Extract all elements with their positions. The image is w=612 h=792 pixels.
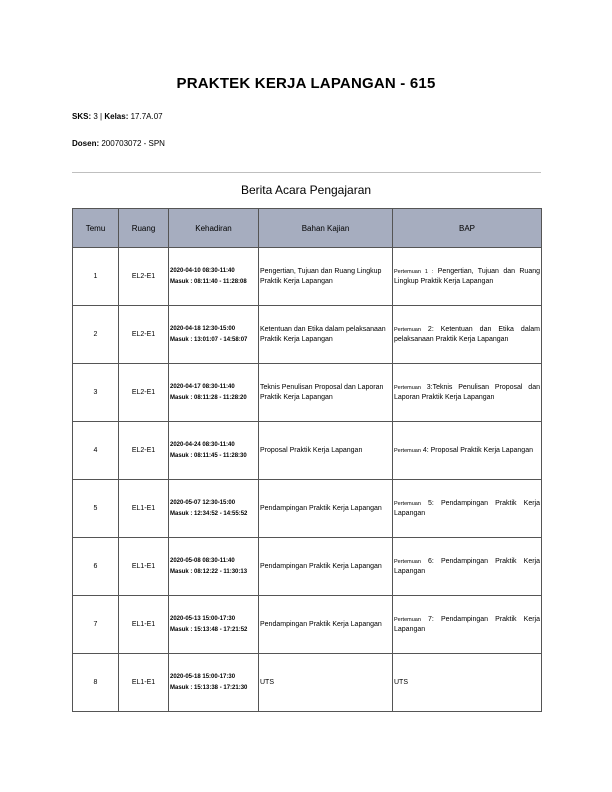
cell-ruang: EL2-E1 xyxy=(119,306,169,364)
cell-bahan-kajian: UTS xyxy=(259,654,393,712)
cell-temu: 5 xyxy=(73,480,119,538)
kehadiran-masuk: Masuk : 08:11:45 - 11:28:30 xyxy=(170,452,247,459)
cell-temu: 3 xyxy=(73,364,119,422)
kehadiran-jadwal: 2020-05-07 12:30-15:00 xyxy=(170,500,236,507)
page-title: PRAKTEK KERJA LAPANGAN - 615 xyxy=(176,75,436,92)
header-bahan-kajian: Bahan Kajian xyxy=(259,209,393,248)
cell-ruang: EL2-E1 xyxy=(119,422,169,480)
cell-temu: 1 xyxy=(73,248,119,306)
header-temu: Temu xyxy=(73,209,119,248)
sks-label: SKS: xyxy=(72,112,92,121)
table-row xyxy=(73,422,542,480)
cell-bahan-kajian: Pendampingan Praktik Kerja Lapangan xyxy=(259,596,393,654)
cell-kehadiran xyxy=(169,654,259,712)
bap-text: 6: Pendampingan Praktik Kerja Lapangan xyxy=(394,558,540,575)
dosen-value: 200703072 - SPN xyxy=(101,139,165,148)
bap-text: 4: Proposal Praktik Kerja Lapangan xyxy=(422,446,533,454)
cell-ruang: EL1-E1 xyxy=(119,538,169,596)
bap-text: Pengertian, Tujuan dan Ruang Lingkup Praktik Kerja Lapangan xyxy=(394,268,540,285)
lecturer-meta xyxy=(72,139,165,148)
table-row xyxy=(73,654,542,712)
table-row xyxy=(73,306,542,364)
cell-temu: 7 xyxy=(73,596,119,654)
table-row xyxy=(73,538,542,596)
bap-prefix: Pertemuan xyxy=(394,617,421,624)
cell-temu: 6 xyxy=(73,538,119,596)
kehadiran-masuk: Masuk : 13:01:07 - 14:58:07 xyxy=(170,336,248,343)
kehadiran-jadwal: 2020-04-18 12:30-15:00 xyxy=(170,326,236,333)
cell-kehadiran xyxy=(169,248,259,306)
section-title: Berita Acara Pengajaran xyxy=(240,183,372,197)
dosen-label: Dosen: xyxy=(72,139,100,148)
kehadiran-jadwal: 2020-05-08 08:30-11:40 xyxy=(170,558,235,565)
cell-ruang: EL2-E1 xyxy=(119,248,169,306)
bap-prefix: Pertemuan 1 : xyxy=(394,269,434,276)
cell-ruang: EL1-E1 xyxy=(119,480,169,538)
kehadiran-jadwal: 2020-05-13 15:00-17:30 xyxy=(170,616,236,623)
cell-temu: 2 xyxy=(73,306,119,364)
divider xyxy=(72,172,541,173)
kehadiran-jadwal: 2020-04-17 08:30-11:40 xyxy=(170,384,235,391)
kehadiran-jadwal: 2020-05-18 15:00-17:30 xyxy=(170,674,236,681)
kehadiran-jadwal: 2020-04-10 08:30-11:40 xyxy=(170,268,235,275)
bap-prefix: Pertemuan xyxy=(394,385,421,392)
kehadiran-masuk: Masuk : 12:34:52 - 14:55:52 xyxy=(170,510,248,517)
cell-temu: 4 xyxy=(73,422,119,480)
cell-bap xyxy=(393,654,542,712)
cell-kehadiran xyxy=(169,596,259,654)
cell-kehadiran xyxy=(169,538,259,596)
cell-kehadiran xyxy=(169,306,259,364)
bap-text: 7: Pendampingan Praktik Kerja Lapangan xyxy=(394,616,540,633)
cell-bap xyxy=(393,538,542,596)
course-meta xyxy=(72,112,163,121)
cell-bahan-kajian: Pendampingan Praktik Kerja Lapangan xyxy=(259,538,393,596)
kehadiran-jadwal: 2020-04-24 08:30-11:40 xyxy=(170,442,235,449)
cell-bahan-kajian: Proposal Praktik Kerja Lapangan xyxy=(259,422,393,480)
kehadiran-masuk: Masuk : 08:11:40 - 11:28:08 xyxy=(170,278,247,285)
bap-text: UTS xyxy=(394,678,408,686)
cell-kehadiran xyxy=(169,364,259,422)
cell-bap xyxy=(393,364,542,422)
kehadiran-masuk: Masuk : 15:13:48 - 17:21:52 xyxy=(170,626,248,633)
cell-bap xyxy=(393,596,542,654)
bap-prefix: Pertemuan xyxy=(394,327,421,334)
cell-ruang: EL1-E1 xyxy=(119,654,169,712)
bap-prefix: Pertemuan xyxy=(394,559,421,566)
cell-bahan-kajian: Pendampingan Praktik Kerja Lapangan xyxy=(259,480,393,538)
bap-text: 2: Ketentuan dan Etika dalam pelaksanaan Praktik Kerja Lapangan xyxy=(394,326,541,343)
cell-bahan-kajian: Pengertian, Tujuan dan Ruang Lingkup Praktik Kerja Lapangan xyxy=(259,248,393,306)
cell-bap xyxy=(393,422,542,480)
table-row xyxy=(73,364,542,422)
cell-temu: 8 xyxy=(73,654,119,712)
cell-bahan-kajian: Ketentuan dan Etika dalam pelaksanaan Praktik Kerja Lapangan xyxy=(259,306,393,364)
table-header-row xyxy=(73,209,542,248)
bap-prefix: Pertemuan xyxy=(394,447,421,454)
header-bap: BAP xyxy=(393,209,542,248)
cell-kehadiran xyxy=(169,422,259,480)
bap-table xyxy=(72,208,542,712)
bap-text: 5: Pendampingan Praktik Kerja Lapangan xyxy=(394,500,540,517)
bap-text: 3:Teknis Penulisan Proposal dan Laporan Praktik Kerja Lapangan xyxy=(394,384,540,401)
kelas-label: Kelas: xyxy=(104,112,129,121)
cell-bahan-kajian: Teknis Penulisan Proposal dan Laporan Praktik Kerja Lapangan xyxy=(259,364,393,422)
sks-value: 3 | xyxy=(93,112,103,121)
table-row xyxy=(73,248,542,306)
cell-kehadiran xyxy=(169,480,259,538)
cell-bap xyxy=(393,248,542,306)
cell-bap xyxy=(393,306,542,364)
header-ruang: Ruang xyxy=(119,209,169,248)
bap-prefix: Pertemuan xyxy=(394,501,421,508)
header-kehadiran: Kehadiran xyxy=(169,209,259,248)
table-row xyxy=(73,480,542,538)
table-row xyxy=(73,596,542,654)
kehadiran-masuk: Masuk : 08:12:22 - 11:30:13 xyxy=(170,568,248,575)
cell-ruang: EL1-E1 xyxy=(119,596,169,654)
kehadiran-masuk: Masuk : 08:11:28 - 11:28:20 xyxy=(170,394,247,401)
kehadiran-masuk: Masuk : 15:13:38 - 17:21:30 xyxy=(170,684,248,691)
cell-bap xyxy=(393,480,542,538)
kelas-value: 17.7A.07 xyxy=(130,112,163,121)
cell-ruang: EL2-E1 xyxy=(119,364,169,422)
